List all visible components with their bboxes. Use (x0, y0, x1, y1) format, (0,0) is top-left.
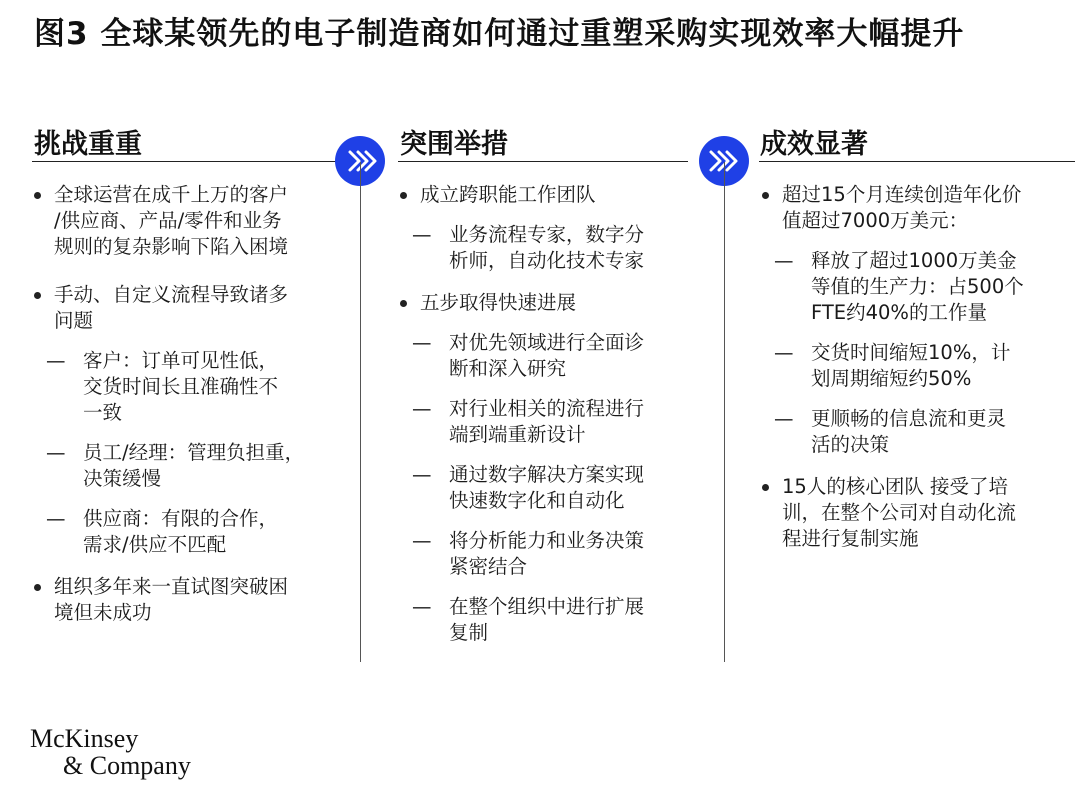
sub-item-text-line: 一致 (83, 401, 123, 424)
bullet-item (32, 182, 350, 260)
sub-list (774, 248, 1070, 458)
bullet-text-line: 问题 (54, 309, 94, 332)
heading-underline-results (759, 161, 1075, 162)
sub-item (774, 248, 1070, 326)
bullet-text-line: 值超过7000万美元： (782, 209, 969, 232)
sub-list (46, 348, 350, 558)
column-heading-results: 成效显著 (760, 129, 868, 160)
sub-item (774, 340, 1070, 392)
sub-item-text-line: 需求/供应不匹配 (83, 533, 227, 556)
bullet-dot-icon (762, 484, 769, 491)
heading-underline-challenges (32, 161, 347, 162)
sub-list (412, 330, 698, 646)
sub-item-text-line: 析师，自动化技术专家 (449, 249, 645, 272)
sub-item-text-line: 员工/经理：管理负担重， (83, 441, 305, 464)
dash-icon: — (774, 249, 794, 272)
bullet-text-line: 规则的复杂影响下陷入困境 (54, 235, 289, 258)
bullet-item (398, 290, 698, 316)
sub-item (412, 462, 698, 514)
bullet-text-line: 组织多年来一直试图突破困 (54, 575, 289, 598)
sub-item (46, 506, 350, 558)
bullet-dot-icon (762, 192, 769, 199)
dash-icon: — (412, 529, 432, 552)
column-divider (724, 162, 725, 662)
bullet-dot-icon (34, 584, 41, 591)
sub-item (774, 406, 1070, 458)
sub-item-text-line: 划周期缩短约50% (811, 367, 972, 390)
sub-item-text-line: 对优先领域进行全面诊 (449, 331, 645, 354)
sub-item (412, 330, 698, 382)
bullet-text-line: 超过15个月连续创造年化价 (782, 183, 1022, 206)
bullet-text-line: 五步取得快速进展 (420, 291, 577, 314)
column-actions (398, 182, 698, 662)
bullet-text-line: 全球运营在成千上万的客户 (54, 183, 289, 206)
sub-item-text-line: 等值的生产力：占500个 (811, 275, 1024, 298)
dash-icon: — (412, 331, 432, 354)
bullet-dot-icon (400, 192, 407, 199)
sub-item-text-line: 对行业相关的流程进行 (449, 397, 645, 420)
column-challenges (32, 182, 350, 648)
sub-item-text-line: FTE约40%的工作量 (811, 301, 987, 324)
sub-item-text-line: 通过数字解决方案实现 (449, 463, 645, 486)
sub-item (46, 440, 350, 492)
bullet-dot-icon (34, 292, 41, 299)
logo-line-1: McKinsey (30, 724, 139, 753)
sub-list (412, 222, 698, 274)
dash-icon: — (412, 223, 432, 246)
sub-item-text-line: 快速数字化和自动化 (449, 489, 625, 512)
sub-item-text-line: 断和深入研究 (449, 357, 567, 380)
column-heading-actions: 突围举措 (400, 129, 508, 160)
dash-icon: — (774, 407, 794, 430)
column-heading-challenges: 挑战重重 (34, 129, 142, 160)
sub-item-text-line: 将分析能力和业务决策 (449, 529, 645, 552)
sub-item-text-line: 复制 (449, 621, 489, 644)
sub-item-text-line: 交货时间缩短10%，计 (811, 341, 1011, 364)
sub-item (412, 594, 698, 646)
bullet-item (760, 474, 1070, 552)
sub-item-text-line: 端到端重新设计 (449, 423, 586, 446)
bullet-text-line: /供应商、产品/零件和业务 (54, 209, 282, 232)
heading-underline-actions (398, 161, 688, 162)
sub-item (412, 222, 698, 274)
sub-item-text-line: 更顺畅的信息流和更灵 (811, 407, 1007, 430)
dash-icon: — (774, 341, 794, 364)
sub-item (412, 528, 698, 580)
bullet-item (32, 282, 350, 334)
bullet-text-line: 程进行复制实施 (782, 527, 919, 550)
page-title: 图3 全球某领先的电子制造商如何通过重塑采购实现效率大幅提升 (34, 16, 965, 52)
dash-icon: — (46, 349, 66, 372)
sub-item-text-line: 供应商：有限的合作， (83, 507, 279, 530)
sub-item (46, 348, 350, 426)
dash-icon: — (412, 463, 432, 486)
bullet-item (398, 182, 698, 208)
sub-item-text-line: 在整个组织中进行扩展 (449, 595, 645, 618)
sub-item-text-line: 活的决策 (811, 433, 890, 456)
dash-icon: — (412, 595, 432, 618)
bullet-text-line: 15人的核心团队 接受了培 (782, 475, 1009, 498)
bullet-item (760, 182, 1070, 234)
logo-line-2: & Company (63, 751, 191, 780)
sub-item-text-line: 决策缓慢 (83, 467, 162, 490)
column-results (760, 182, 1070, 574)
sub-item-text-line: 客户：订单可见性低， (83, 349, 279, 372)
dash-icon: — (412, 397, 432, 420)
bullet-text-line: 训，在整个公司对自动化流 (782, 501, 1017, 524)
column-divider (360, 162, 361, 662)
bullet-text-line: 境但未成功 (54, 601, 152, 624)
sub-item-text-line: 业务流程专家，数字分 (449, 223, 645, 246)
sub-item-text-line: 紧密结合 (449, 555, 528, 578)
dash-icon: — (46, 441, 66, 464)
sub-item-text-line: 释放了超过1000万美金 (811, 249, 1017, 272)
bullet-item (32, 574, 350, 626)
sub-item (412, 396, 698, 448)
bullet-text-line: 手动、自定义流程导致诸多 (54, 283, 289, 306)
dash-icon: — (46, 507, 66, 530)
sub-item-text-line: 交货时间长且准确性不 (83, 375, 279, 398)
bullet-text-line: 成立跨职能工作团队 (420, 183, 596, 206)
mckinsey-logo (30, 725, 191, 779)
bullet-dot-icon (400, 300, 407, 307)
bullet-dot-icon (34, 192, 41, 199)
